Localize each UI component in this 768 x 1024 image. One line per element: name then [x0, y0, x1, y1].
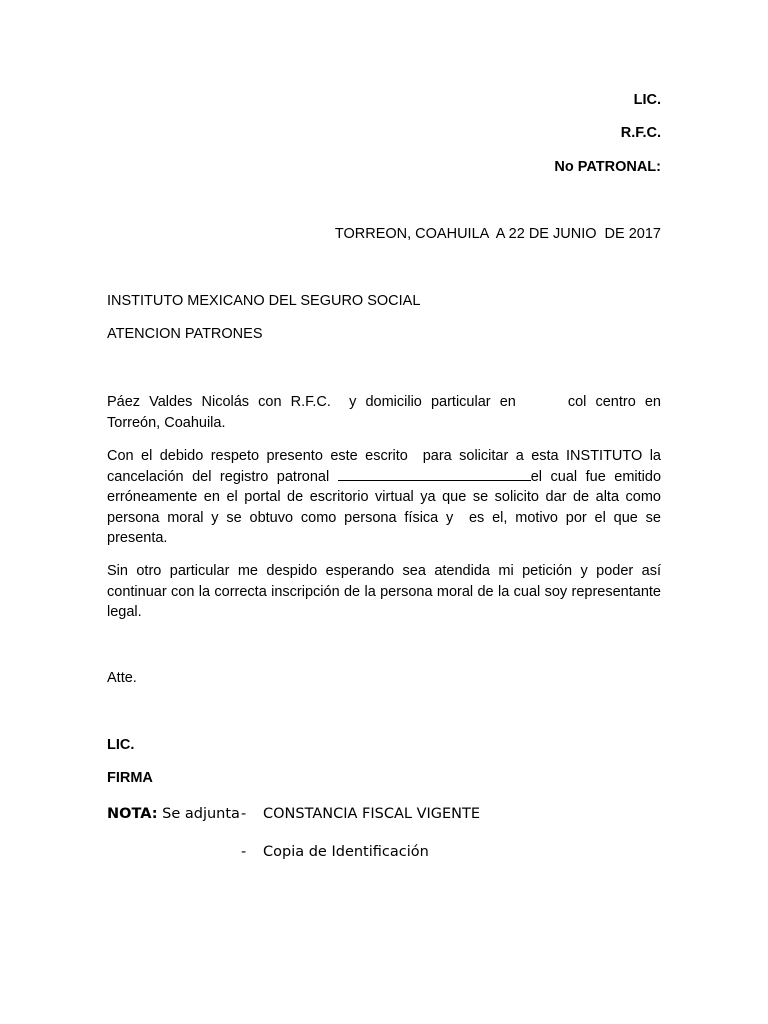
- closing: Atte.: [107, 670, 137, 686]
- nota-bullet-2: -: [241, 844, 247, 860]
- nota-item-2: Copia de Identificación: [263, 844, 429, 860]
- nota-text: Se adjunta: [157, 806, 240, 822]
- body-paragraph-2: [107, 446, 666, 549]
- body-paragraph-1-end: col centro en Torreón, Coahuila.: [107, 394, 665, 431]
- body-paragraph-1-start: Páez Valdes Nicolás con R.F.C. y domicilio particular en: [107, 394, 516, 410]
- recipient-institution: INSTITUTO MEXICANO DEL SEGURO SOCIAL: [107, 293, 421, 309]
- recipient-department: ATENCION PATRONES: [107, 326, 263, 342]
- nota-line: [107, 806, 240, 822]
- nota-item-1: CONSTANCIA FISCAL VIGENTE: [263, 806, 481, 822]
- body-paragraph-3: Sin otro particular me despido esperando sea atendida mi petición y poder así continuar con la correcta inscripción de la persona moral de la cual soy representante legal.: [107, 563, 661, 620]
- patronal-blank-line: [338, 467, 531, 481]
- place-date: TORREON, COAHUILA A 22 DE JUNIO DE 2017: [334, 226, 661, 242]
- signature-lic: LIC.: [107, 737, 135, 753]
- body-paragraph-1: [107, 392, 665, 433]
- header-lic: LIC.: [633, 92, 661, 108]
- body-paragraph-2-start: Con el debido respeto presento este escrito para solicitar a esta INSTITUTO la cancelación del registro patronal: [107, 448, 666, 485]
- nota-bullet-1: -: [241, 806, 247, 822]
- header-rfc: R.F.C.: [620, 125, 661, 141]
- header-patronal: No PATRONAL:: [554, 159, 661, 175]
- signature-firma: FIRMA: [107, 770, 153, 786]
- body-paragraph-2-end: el cual fue emitido erróneamente en el portal de escritorio virtual ya que se solicito dar de alta como persona moral y se obtuvo como persona física y es el, motivo por el que se presenta.: [107, 468, 666, 546]
- nota-label: NOTA:: [107, 806, 158, 822]
